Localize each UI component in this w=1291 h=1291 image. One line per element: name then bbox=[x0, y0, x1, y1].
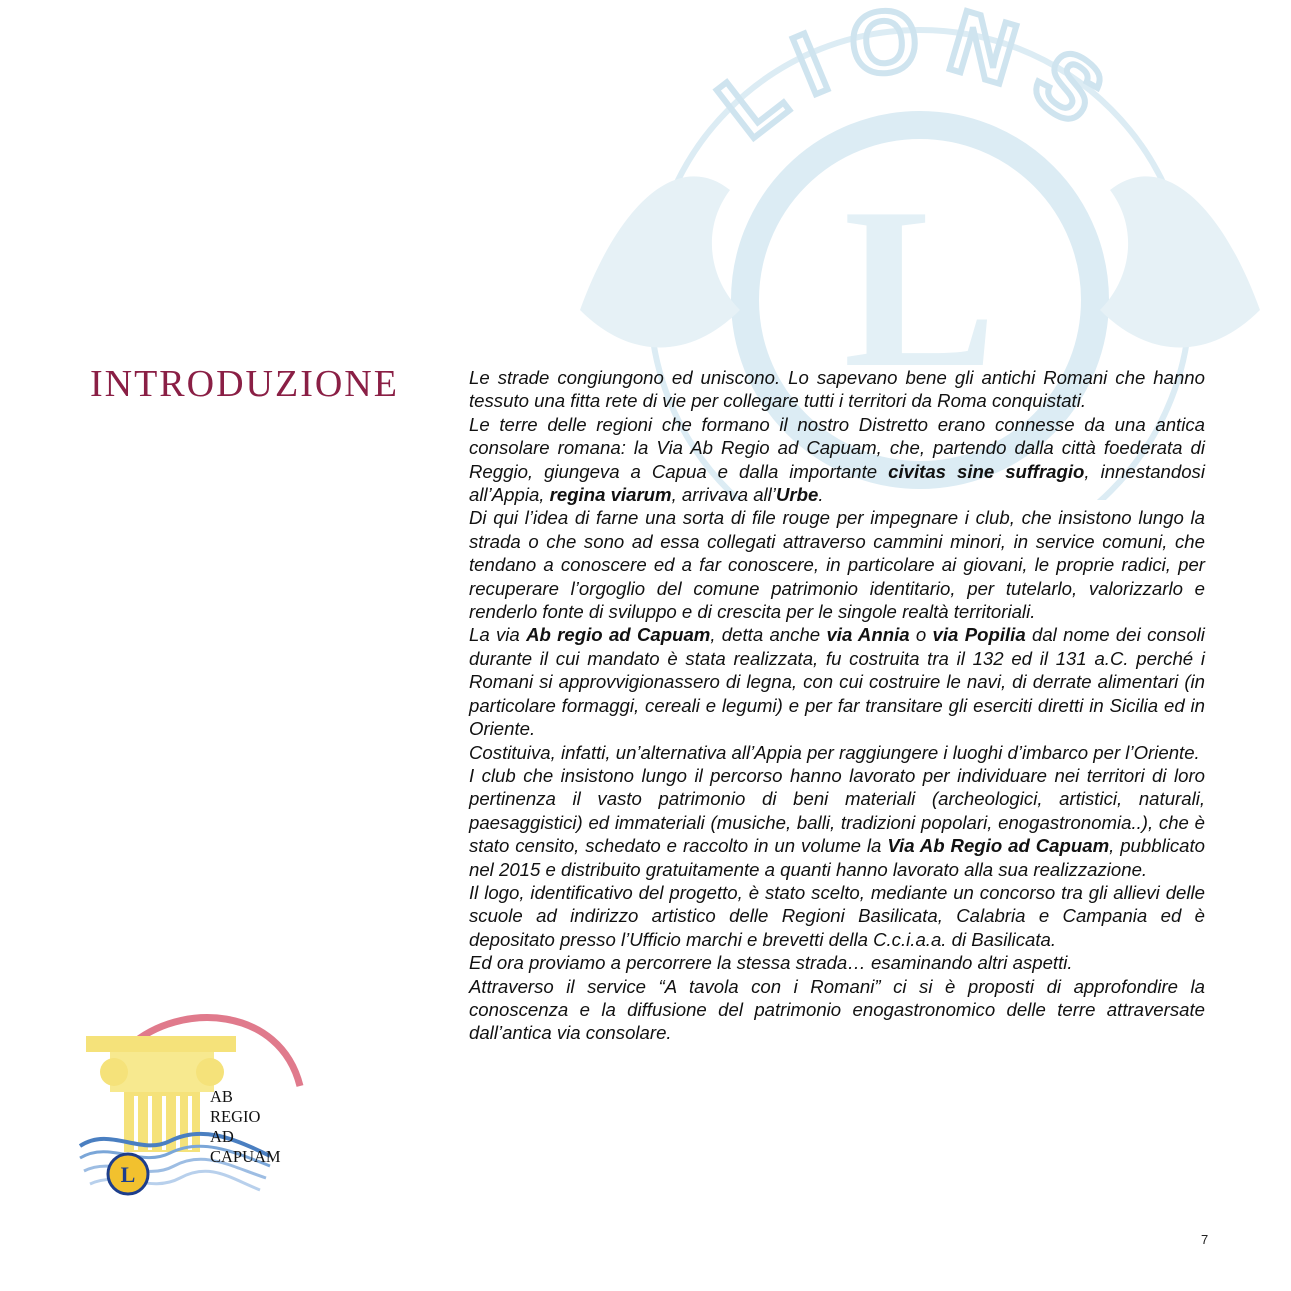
emphasis-text: Ab regio ad Capuam bbox=[526, 624, 711, 646]
watermark-emblem-letter: L bbox=[843, 160, 997, 415]
paragraph-text: o bbox=[909, 624, 933, 646]
emphasis-text: via Popilia bbox=[932, 624, 1026, 646]
emphasis-text: Via Ab Regio ad Capuam bbox=[887, 835, 1110, 857]
paragraph-text: . bbox=[818, 484, 824, 506]
emphasis-text: Urbe bbox=[775, 484, 819, 506]
paragraph-text: Di qui l’idea di farne una sorta di file rouge per impegnare i club, che insistono lungo la strada o che sono ad essa collegati attraverso cammini minori, in service comuni, che tendano a conoscere ed a far conoscere, in particolare ai giovani, le proprie radici, per recuperare l’orgoglio del comune patrimonio identitario, per tutelarlo, valorizzarlo e renderlo fonte di sviluppo e di crescita per le singole realtà territoriali. bbox=[469, 507, 1205, 623]
watermark-emblem-text: LIONS bbox=[700, 0, 1140, 157]
emphasis-text: regina viarum bbox=[549, 484, 672, 506]
paragraph-text: Costituiva, infatti, un’alternativa all’Appia per raggiungere i luoghi d’imbarco per l’Oriente. bbox=[469, 741, 1200, 763]
paragraph-text: Le terre delle regioni che formano il nostro Distretto erano connesse da una antica consolare romana: la Via Ab Regio ad Capuam, che, partendo dalla città foederata di Reggio, giungeva a Capua e dalla importante bbox=[469, 413, 1205, 482]
page-number: 7 bbox=[1201, 1232, 1209, 1247]
paragraph-text: La via bbox=[469, 624, 527, 646]
paragraph-text: , detta anche bbox=[710, 624, 827, 646]
logo-text-line: AD bbox=[210, 1127, 234, 1146]
logo-text-line: AB bbox=[210, 1087, 233, 1106]
body-paragraph bbox=[469, 366, 1205, 413]
logo-text-line: REGIO bbox=[210, 1107, 261, 1126]
paragraph-text: Attraverso il service “A tavola con i Romani” ci si è proposti di approfondire la conoscenza e la diffusione del patrimonio enogastronomico delle terre attraversate dall’antica via consolare. bbox=[469, 975, 1205, 1044]
introduction-body bbox=[469, 366, 1205, 1045]
emphasis-text: civitas sine suffragio bbox=[888, 460, 1085, 482]
body-paragraph bbox=[469, 506, 1205, 623]
paragraph-text: Il logo, identificativo del progetto, è stato scelto, mediante un concorso tra gli allievi delle scuole ad indirizzo artistico delle Regioni Basilicata, Calabria e Campania ed è depositato presso l’Ufficio marchi e brevetti della C.c.i.a.a. di Basilicata. bbox=[469, 881, 1205, 950]
logo-emblem-letter: L bbox=[120, 1162, 136, 1187]
paragraph-text: , pubblicato nel 2015 e distribuito gratuitamente a quanti hanno lavorato alla sua realizzazione. bbox=[469, 835, 1205, 880]
paragraph-text: , innestandosi all’Appia, bbox=[469, 460, 1205, 506]
paragraph-text: Le strade congiungono ed uniscono. Lo sapevano bene gli antichi Romani che hanno tessuto una fitta rete di vie per collegare tutti i territori da Roma conquistati. bbox=[469, 367, 1205, 412]
body-paragraph bbox=[469, 623, 1205, 740]
paragraph-text: Ed ora proviamo a percorrere la stessa strada… esaminando altri aspetti. bbox=[469, 952, 1073, 974]
emphasis-text: via Annia bbox=[826, 624, 910, 646]
body-paragraph bbox=[469, 413, 1205, 507]
body-paragraph bbox=[469, 881, 1205, 951]
body-paragraph bbox=[469, 975, 1205, 1045]
paragraph-text: I club che insistono lungo il percorso hanno lavorato per individuare nei territori di loro pertinenza il vasto patrimonio di beni materiali (archeologici, artistici, naturali, paesaggistici) ed immateriali (musiche, balli, tradizioni popolari, enogastronomia..), che è stato censito, schedato e raccolto in un volume la bbox=[469, 764, 1205, 857]
body-paragraph bbox=[469, 741, 1205, 764]
page-heading: INTRODUZIONE bbox=[90, 363, 399, 405]
paragraph-text: dal nome dei consoli durante il cui mandato è stata realizzata, fu costruita tra il 132 ed il 131 a.C. perché i Romani si approvvigionassero di legna, con cui costruire le navi, di derrate alimentari (in particolare formaggi, cereali e legumi) e per far transitare gli eserciti diretti in Sicilia ed in Oriente. bbox=[469, 624, 1205, 740]
logo-text-line: CAPUAM bbox=[210, 1147, 281, 1166]
body-paragraph bbox=[469, 951, 1205, 974]
logo-text bbox=[210, 1087, 281, 1167]
body-paragraph bbox=[469, 764, 1205, 881]
paragraph-text: , arrivava all’ bbox=[671, 484, 776, 506]
